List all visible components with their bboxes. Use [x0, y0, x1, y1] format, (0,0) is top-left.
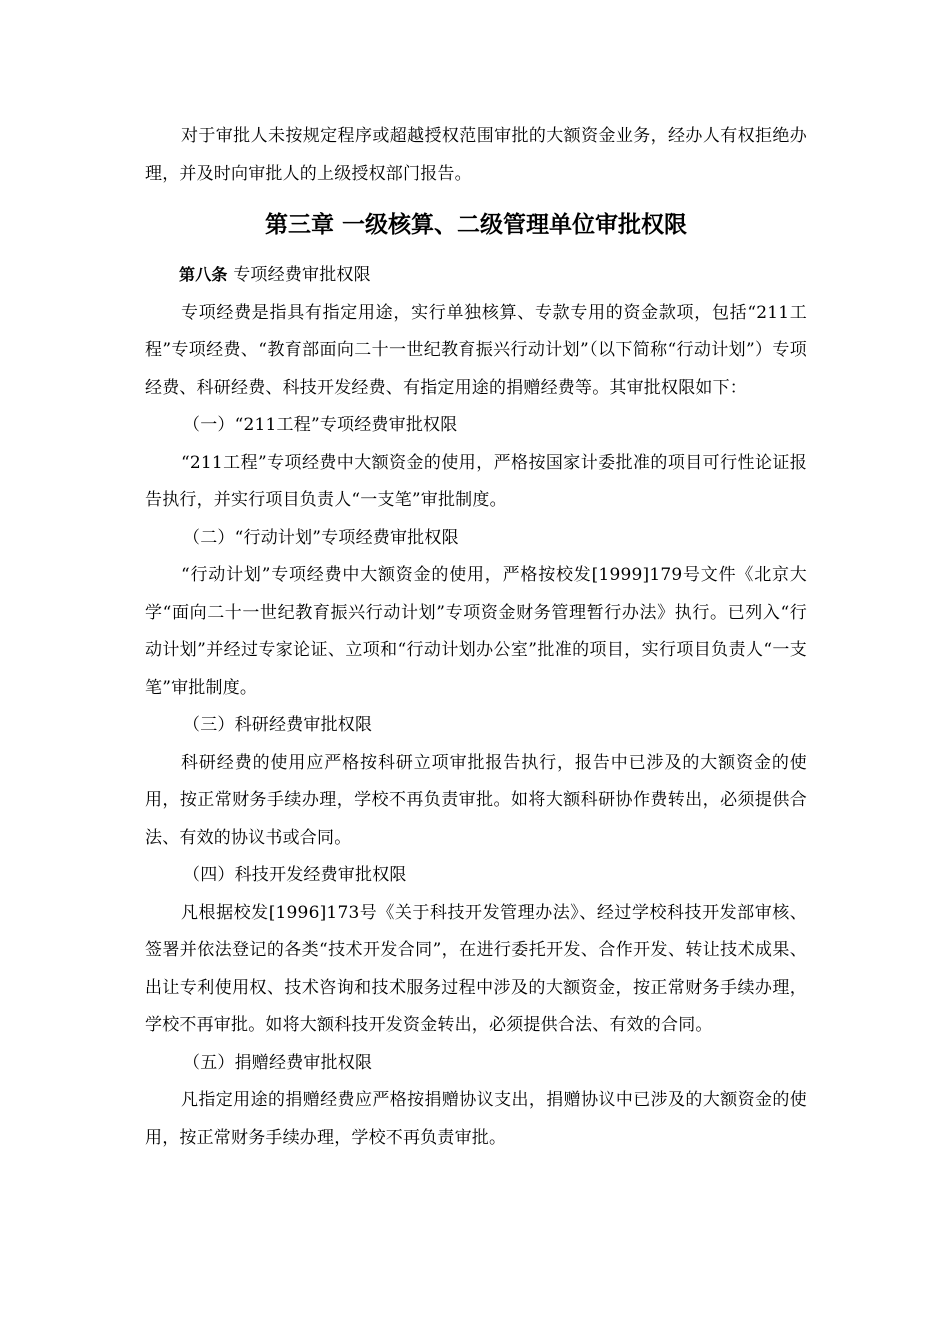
section-heading-action-plan: （二）“行动计划”专项经费审批权限	[183, 527, 459, 548]
article-title: 专项经费审批权限	[233, 265, 371, 285]
chapter-heading: 第三章 一级核算、二级管理单位审批权限	[264, 212, 687, 238]
document-page	[145, 118, 807, 1157]
section-heading-research: （三）科研经费审批权限	[183, 715, 373, 735]
article-8-heading	[145, 256, 807, 295]
section-heading-donation: （五）捐赠经费审批权限	[183, 1052, 373, 1073]
paragraph-tech-development-funds: 凡根据校发[1996]173号《关于科技开发管理办法》、经过学校科技开发部审核、签署并依法登记的各类“技术开发合同”，在进行委托开发、合作开发、转让技术成果、出让专利使用权、技术咨询和技术服务过程中涉及的大额资金，按正常财务手续办理，学校不再审批。如将大额科技开发资金转出，必须提供合法、有效的合同。	[145, 902, 807, 1035]
paragraph-special-funds-definition: 专项经费是指具有指定用途，实行单独核算、专款专用的资金款项，包括“211工程”专项经费、“教育部面向二十一世纪教育振兴行动计划”（以下简称“行动计划”）专项经费、科研经费、科技开发经费、有指定用途的捐赠经费等。其审批权限如下：	[145, 302, 807, 398]
paragraph-research-funds: 科研经费的使用应严格按科研立项审批报告执行，报告中已涉及的大额资金的使用，按正常财务手续办理，学校不再负责审批。如将大额科研协作费转出，必须提供合法、有效的协议书或合同。	[145, 752, 807, 848]
paragraph-211-funds: “211工程”专项经费中大额资金的使用，严格按国家计委批准的项目可行性论证报告执行，并实行项目负责人“一支笔”审批制度。	[145, 452, 807, 510]
paragraph-donation-funds: 凡指定用途的捐赠经费应严格按捐赠协议支出，捐赠协议中已涉及的大额资金的使用，按正常财务手续办理，学校不再负责审批。	[145, 1090, 807, 1148]
section-heading-211: （一）“211工程”专项经费审批权限	[183, 415, 458, 435]
paragraph-approver-refusal: 对于审批人未按规定程序或超越授权范围审批的大额资金业务，经办人有权拒绝办理，并及时向审批人的上级授权部门报告。	[145, 126, 807, 184]
article-number: 第八条	[179, 265, 228, 284]
paragraph-action-plan-funds: “行动计划”专项经费中大额资金的使用，严格按校发[1999]179号文件《北京大学“面向二十一世纪教育振兴行动计划”专项资金财务管理暂行办法》执行。已列入“行动计划”并经过专家论证、立项和“行动计划办公室”批准的项目，实行项目负责人“一支笔”审批制度。	[145, 565, 807, 698]
section-heading-tech-development: （四）科技开发经费审批权限	[183, 865, 407, 885]
